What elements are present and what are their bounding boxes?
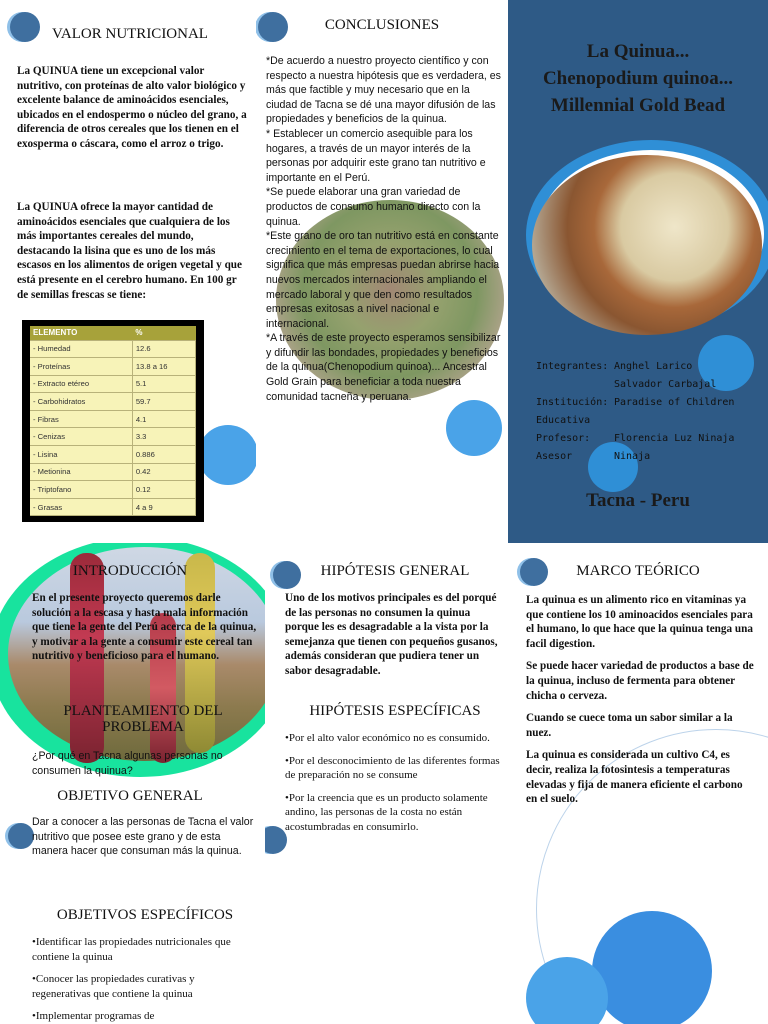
conclusiones-panel [256,0,508,540]
section-title: OBJETIVO GENERAL [57,788,203,804]
table-header: ELEMENTO [30,326,132,340]
paragraph: ¿Por qué en Tacna algunas personas no consumen la quinua? [32,750,223,777]
marco-teorico-panel [508,543,768,1024]
table-row [30,340,196,358]
cover-title [508,38,768,119]
table-cell: - Extracto etéreo [30,375,132,393]
table-cell: 0.886 [132,446,195,464]
quinoa-bowl-photo [532,155,762,335]
info-value: Paradise of Children [614,397,735,408]
table-row [30,410,196,428]
list-item: * Establecer un comercio asequible para los hogares, a través de un mayor interés de la personas por adquirir este grano tan nutritivo e importante en el Perú. [266,127,486,184]
table-row [30,446,196,464]
list-item: •Por el desconocimiento de las diferentes formas de preparación no se consume [285,754,500,782]
info-label: Asesor [536,451,573,462]
paragraph: Se puede hacer variedad de productos a base de la quinua, incluso de fermenta para obtener chicha o cerveza. [526,660,754,702]
decorative-bubble [258,12,288,42]
paragraph: Cuando se cuece toma un sabor similar a la nuez. [526,712,733,739]
title-line: PLANTEAMIENTO DEL [63,703,223,719]
list-item: •Por el alto valor económico no es consumido. [285,732,490,744]
list-item: *Se puede elaborar una gran variedad de productos de consumo humano directo con la quinua. [266,186,481,228]
cover-location: Tacna - Peru [586,490,690,511]
conclusiones-list [266,54,502,404]
info-value: Anghel Larico [614,361,693,372]
table-cell: 4.1 [132,410,195,428]
nutrition-table [22,320,204,522]
title-line: PROBLEMA [102,719,184,735]
decorative-bubble [8,823,34,849]
list-item: *Este grano de oro tan nutritivo está en constante crecimiento en el tema de exportaciones, lo cual significa que más empresas puedan abrirse hacia nuevos mercados internacionales ampliando el mercado laboral y que den como resultados empresas exitosas a nivel nacional e internacional. [266,230,500,330]
decorative-bubble [520,558,548,586]
cover-panel [508,0,768,543]
objetivos-list [32,935,256,1024]
list-item: •Por la creencia que es un producto solamente andino, las personas de la costa no están acostumbradas en consumirlo. [285,791,488,833]
hipotesis-list [285,731,505,843]
table-cell: 12.6 [132,340,195,358]
cover-title-line: La Quinua... [586,41,690,62]
table-row [30,358,196,376]
info-row [536,376,766,394]
section-title: MARCO TEÓRICO [576,563,700,579]
info-row [536,394,766,412]
decorative-bubble [446,400,502,456]
info-row [536,412,766,430]
table-cell: 0.42 [132,463,195,481]
table-cell: - Proteínas [30,358,132,376]
table-cell: - Grasas [30,498,132,516]
info-label: Institución: [536,397,609,408]
table-cell: 13.8 a 16 [132,358,195,376]
paragraph: Dar a conocer a las personas de Tacna el valor nutritivo que posee este grano y de esta manera hacer que consuman más la quinua. [32,816,254,858]
section-title [30,703,256,735]
section-title: OBJETIVOS ESPECÍFICOS [56,907,234,923]
table-row [30,375,196,393]
table-row [30,428,196,446]
paragraph: Uno de los motivos principales es del porqué de las personas no consumen la quinua porque les es desagradable a la vista por la semejanza que tienen con pequeños gusanos, además consideran que pudiera tener un sabor desagradable. [285,592,498,677]
info-value: Salvador Carbajal [614,379,717,390]
paragraph: La quinua es un alimento rico en vitaminas ya que contiene los 10 aminoacidos esenciales para el humano, lo que hace que la quinua tenga una facil digestion. [526,594,753,650]
intro-panel [0,543,265,1024]
section-title: VALOR NUTRICIONAL [52,26,208,42]
table-cell: - Carbohidratos [30,393,132,411]
list-item: *A través de este proyecto esperamos sensibilizar y difundir las bondades, propiedades y beneficios de la quinua(Chenopodium quinoa)... Ancestral Gold Grain para beneficiar a toda nuestra comunidad tacneña y peruana. [266,332,501,403]
info-label: Integrantes: [536,361,609,372]
paragraph: La quinua es considerada un cultivo C4, es decir, realiza la fotosintesis a temperaturas elevadas y fija de manera eficiente el carbono en el suelo. [526,749,743,806]
table-cell: 5.1 [132,375,195,393]
table-cell: 0.12 [132,481,195,499]
section-title: HIPÓTESIS ESPECÍFICAS [309,703,481,719]
section-title: CONCLUSIONES [324,17,440,33]
table-cell: - Cenizas [30,428,132,446]
table-header: % [132,326,195,340]
table-cell: - Triptofano [30,481,132,499]
table-cell: 3.3 [132,428,195,446]
info-value: Ninaja [614,451,651,462]
list-item: •Conocer las propiedades curativas y regenerativas que contiene la quinua [32,973,195,1000]
section-title: HIPÓTESIS GENERAL [320,563,470,579]
info-row [536,358,766,376]
info-value: Florencia Luz Ninaja [614,433,735,444]
hipotesis-panel [265,543,508,1024]
paragraph: La QUINUA tiene un excepcional valor nutritivo, con proteínas de alto valor biológico y excelente balance de aminoácidos esenciales, ubicados en el endospermo o núcleo del grano, a diferencia de otros cereales que los tienen en el exosperma o cáscara, como el arroz o trigo. [17,65,247,150]
table-row [30,393,196,411]
info-row [536,448,766,466]
info-label: Educativa [536,415,591,426]
table-cell: 4 a 9 [132,498,195,516]
table-cell: - Lisina [30,446,132,464]
decorative-bubble [265,826,287,854]
section-title: INTRODUCCIÓN [72,563,188,579]
table-row [30,498,196,516]
info-label: Profesor: [536,433,591,444]
table-cell: - Metionina [30,463,132,481]
decorative-bubble [592,911,712,1024]
decorative-bubble [198,425,256,485]
table-cell: - Fibras [30,410,132,428]
cover-title-line: Chenopodium quinoa... [542,68,734,89]
table-cell: 59.7 [132,393,195,411]
cover-title-line: Millennial Gold Bead [550,95,726,116]
table-row [30,481,196,499]
cover-info [536,358,766,466]
list-item: •Implementar programas de [32,1010,155,1023]
info-row [536,430,766,448]
marco-teorico-text [526,593,754,815]
paragraph: En el presente proyecto queremos darle solución a la escasa y hasta mala información que tiene la gente del Perú acerca de la quinua, y motivar a la gente a consumir este cereal tan nutritivo y beneficioso para el humano. [32,592,257,663]
list-item: •Identificar las propiedades nutricionales que contiene la quinua [32,936,231,963]
list-item: *De acuerdo a nuestro proyecto científico y con respecto a nuestra hipótesis que es verdadera, es más que factible y muy necesario que en la ciudad de Tacna se dé una mayor difusión de las propiedades y beneficios de la quinua. [266,55,501,126]
table-row [30,463,196,481]
paragraph: La QUINUA ofrece la mayor cantidad de aminoácidos esenciales que cualquiera de los más importantes cereales del mundo, destacando la lisina que es uno de los más escasos en los alimentos de origen vegetal y que está presente en el cerebro humano. En 100 gr de semillas frescas se tiene: [17,201,242,301]
table-cell: - Humedad [30,340,132,358]
